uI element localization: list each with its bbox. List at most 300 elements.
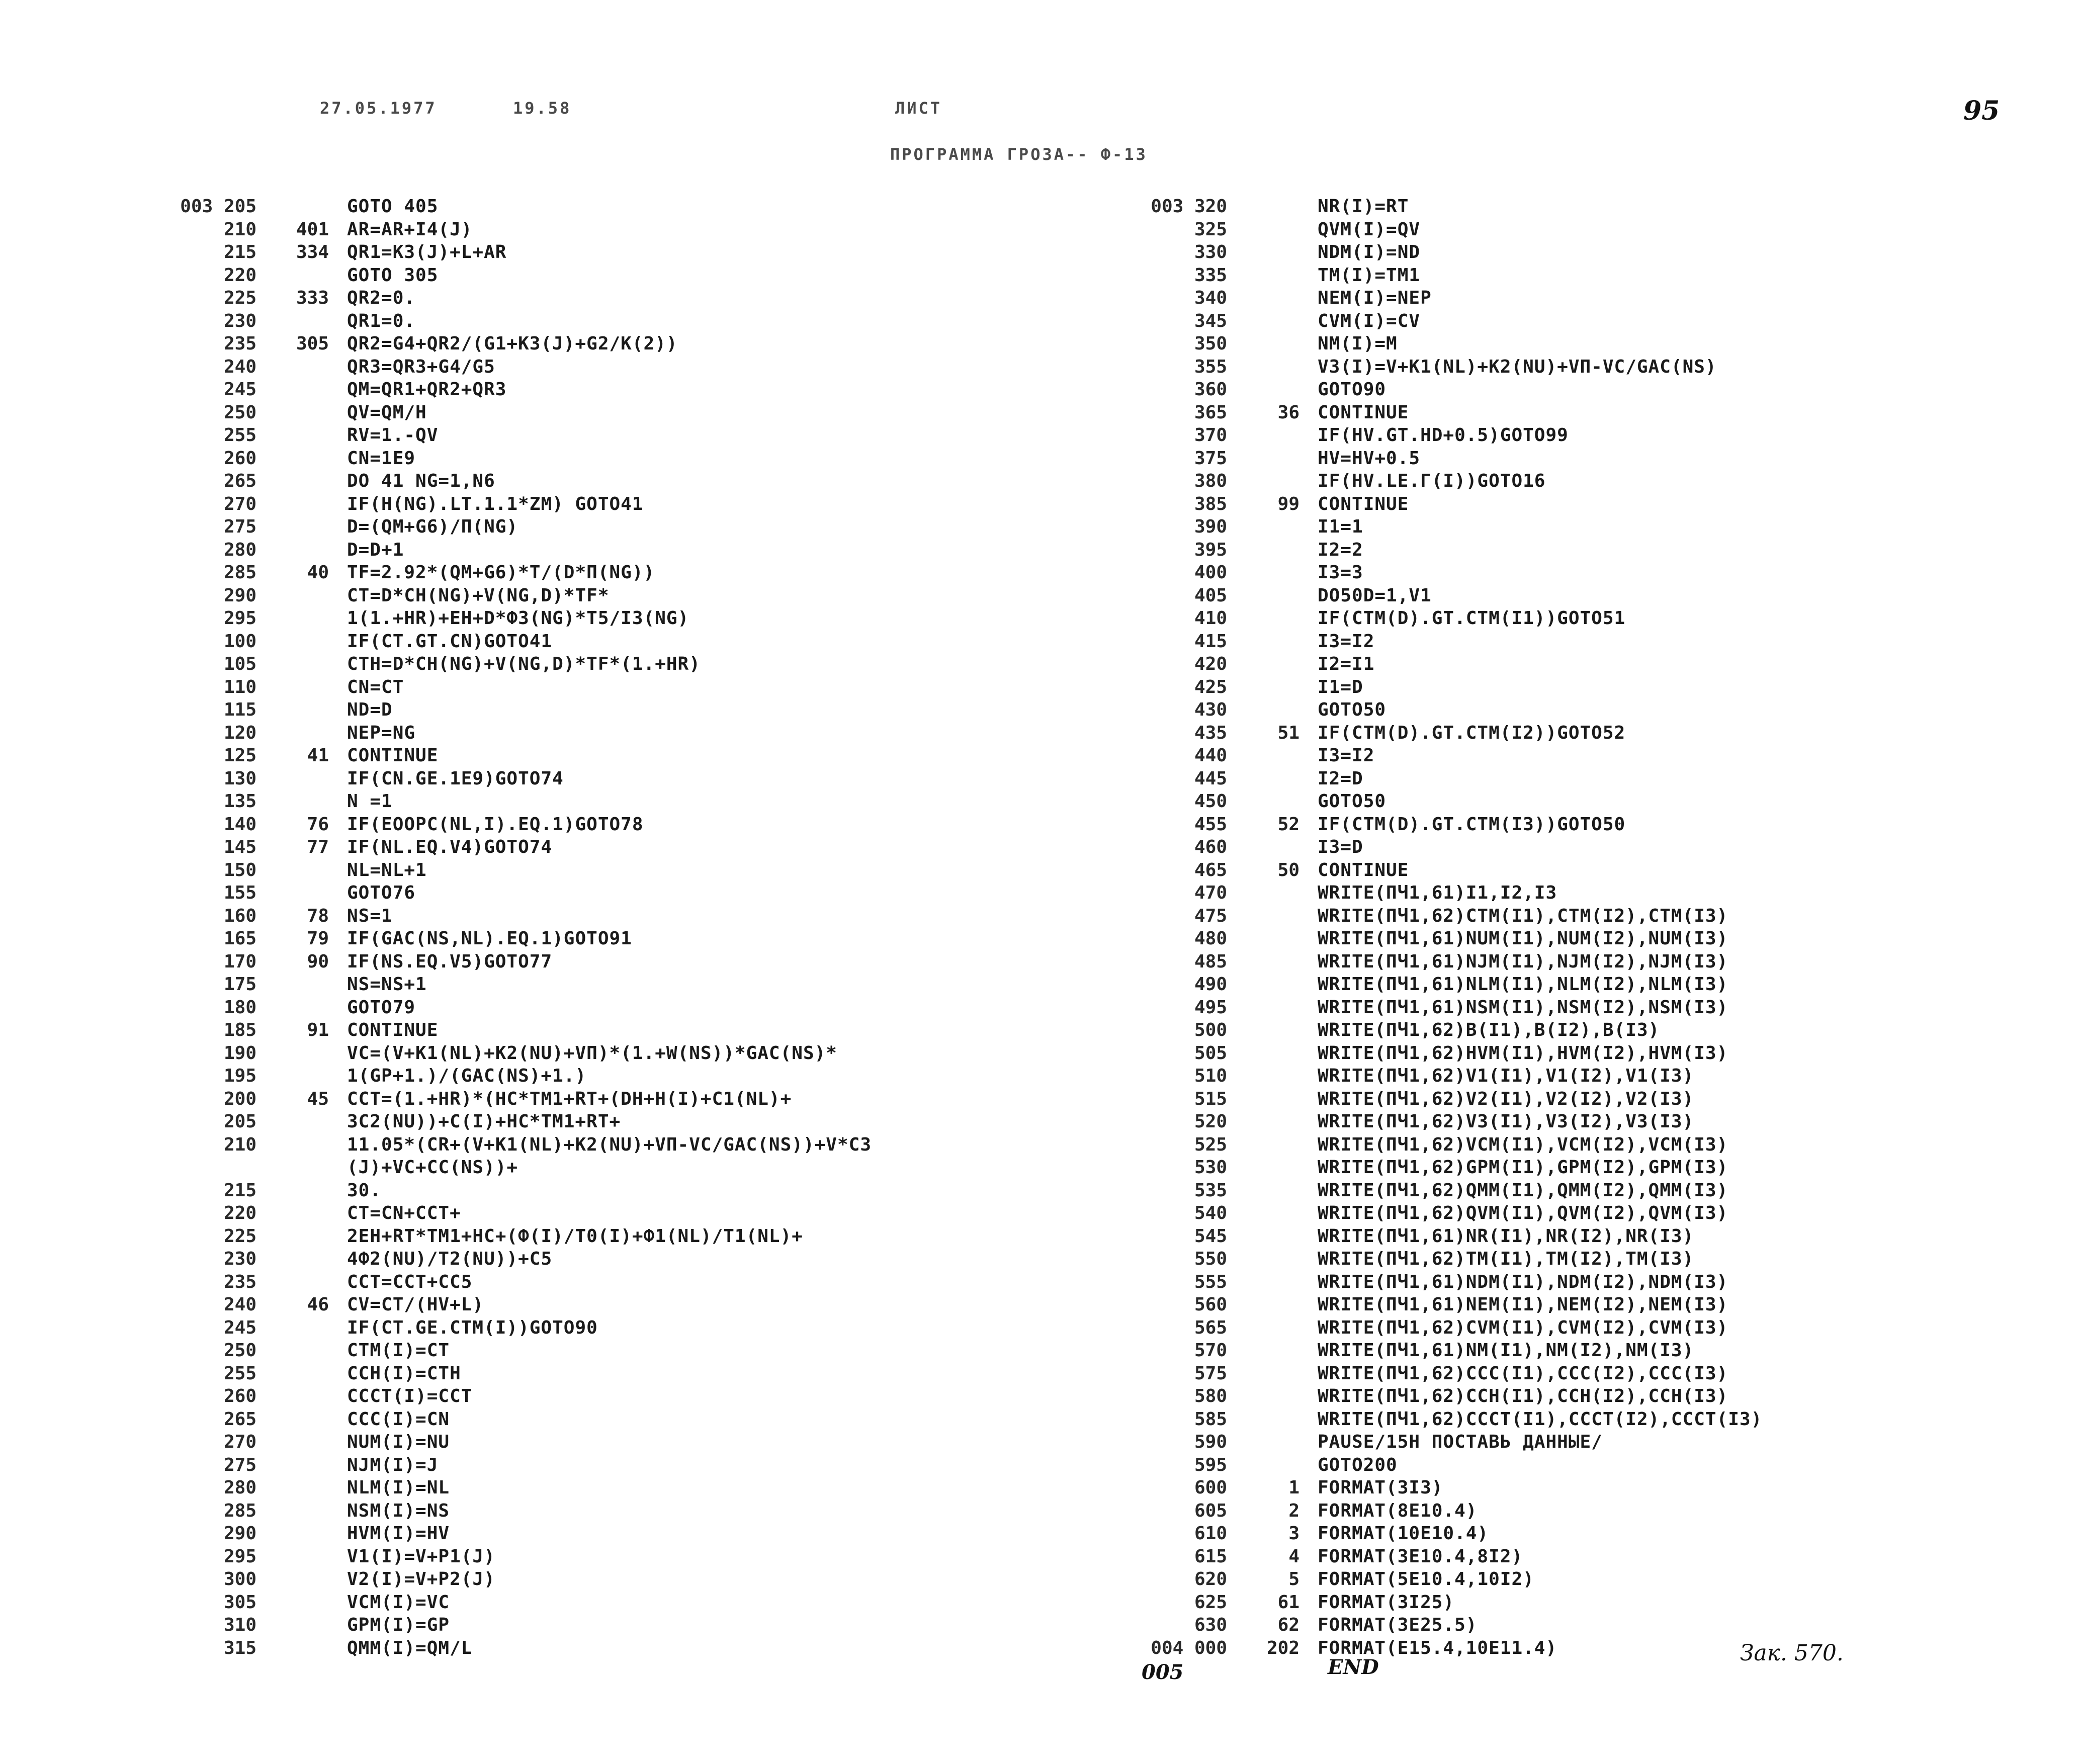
code-statement: WRITE(ПЧ1,62)V1(I1),V1(I2),V1(I3) [1318, 1066, 1694, 1086]
print-date: 27.05.1977 [320, 99, 437, 118]
line-number: 245 [223, 1317, 256, 1338]
statement-label: 76 [307, 814, 329, 835]
code-statement: 4Ф2(NU)/T2(NU))+C5 [347, 1249, 553, 1269]
line-number: 620 [1194, 1569, 1227, 1590]
line-number: 145 [223, 837, 256, 857]
code-statement: IF(HV.LE.Г(I))GOTO16 [1318, 471, 1546, 491]
line-number: 290 [223, 1523, 256, 1544]
line-number: 290 [223, 585, 256, 606]
code-statement: CTH=D*CH(NG)+V(NG,D)*TF*(1.+HR) [347, 654, 701, 674]
code-statement: WRITE(ПЧ1,62)B(I1),B(I2),B(I3) [1318, 1020, 1660, 1040]
order-stamp: Зак. 570. [1740, 1640, 1844, 1666]
code-statement: WRITE(ПЧ1,62)HVM(I1),HVM(I2),HVM(I3) [1318, 1043, 1728, 1064]
code-statement: 11.05*(CR+(V+K1(NL)+K2(NU)+VП-VC/GAC(NS))+V*C3 [347, 1134, 872, 1155]
statement-label [1243, 241, 1300, 264]
statement-label: 79 [307, 928, 329, 949]
code-statement: QV=QM/H [347, 402, 427, 423]
code-statement: CCCT(I)=CCT [347, 1386, 473, 1406]
line-number: 540 [1194, 1203, 1227, 1223]
line-number: 215 [223, 242, 256, 262]
statement-label: 2 [1288, 1501, 1300, 1521]
line-number: 210 [223, 1134, 256, 1155]
handwritten-line-number: 005 [1142, 1660, 1184, 1684]
line-number: 255 [223, 425, 256, 446]
line-number: 235 [223, 333, 256, 354]
line-number: 250 [223, 1340, 256, 1361]
code-statement: I1=D [1318, 677, 1363, 697]
line-number: 460 [1194, 837, 1227, 857]
code-statement: GOTO79 [347, 997, 416, 1018]
statement-label [1243, 1293, 1300, 1316]
code-statement: HV=HV+0.5 [1318, 448, 1421, 469]
line-number: 275 [223, 1455, 256, 1475]
statement-label [1243, 356, 1300, 379]
statement-label [273, 1431, 329, 1454]
code-statement: WRITE(ПЧ1,61)NM(I1),NM(I2),NM(I3) [1318, 1340, 1694, 1361]
line-number: 220 [223, 265, 256, 286]
line-number: 330 [1194, 242, 1227, 262]
line-number: 375 [1194, 448, 1227, 469]
statement-label [273, 676, 329, 699]
code-statement: IF(CTM(D).GT.CTM(I3))GOTO50 [1318, 814, 1626, 835]
code-statement: I2=I1 [1318, 654, 1375, 674]
code-statement: IF(CN.GE.1E9)GOTO74 [347, 768, 564, 789]
code-statement: VCM(I)=VC [347, 1592, 450, 1613]
code-statement: NSM(I)=NS [347, 1501, 450, 1521]
line-number: 003 205 [180, 196, 256, 217]
line-number: 410 [1194, 608, 1227, 629]
code-statement: I3=I2 [1318, 745, 1375, 766]
line-number: 565 [1194, 1317, 1227, 1338]
statement-label [273, 1385, 329, 1408]
code-statement: IF(NS.EQ.V5)GOTO77 [347, 951, 553, 972]
line-number: 245 [223, 379, 256, 400]
code-statement: I3=3 [1318, 562, 1363, 583]
line-number [156, 1156, 256, 1179]
line-number: 260 [223, 1386, 256, 1406]
line-number: 490 [1194, 974, 1227, 995]
statement-label: 62 [1277, 1615, 1300, 1635]
line-number: 370 [1194, 425, 1227, 446]
statement-label [273, 1408, 329, 1431]
code-statement: CCC(I)=CN [347, 1409, 450, 1430]
statement-label [273, 493, 329, 516]
statement-label [273, 973, 329, 996]
code-statement: N =1 [347, 791, 393, 812]
code-statement: GPM(I)=GP [347, 1615, 450, 1635]
statement-label [273, 1339, 329, 1362]
statement-label: 61 [1277, 1592, 1300, 1613]
code-statement: 2EH+RT*TM1+HC+(Ф(I)/T0(I)+Ф1(NL)/T1(NL)+ [347, 1226, 803, 1247]
statement-label [1243, 1042, 1300, 1065]
code-statement: FORMAT(10E10.4) [1318, 1523, 1489, 1544]
line-number: 305 [223, 1592, 256, 1613]
line-number: 240 [223, 1294, 256, 1315]
code-statement: IF(GAC(NS,NL).EQ.1)GOTO91 [347, 928, 632, 949]
line-number: 360 [1194, 379, 1227, 400]
code-statement: CT=CN+CCT+ [347, 1203, 461, 1223]
statement-label [1243, 470, 1300, 493]
statement-label [273, 310, 329, 333]
statement-label [1243, 1431, 1300, 1454]
line-number: 560 [1194, 1294, 1227, 1315]
line-number: 200 [223, 1089, 256, 1109]
line-number: 430 [1194, 699, 1227, 720]
statement-label [1243, 1454, 1300, 1477]
statement-label [273, 1362, 329, 1385]
code-statement: PAUSE/15H ПОСТАВЬ ДАННЫЕ/ [1318, 1432, 1603, 1452]
statement-label [1243, 378, 1300, 401]
statement-label [273, 378, 329, 401]
statement-label [273, 698, 329, 722]
line-number: 225 [223, 288, 256, 308]
statement-label: 50 [1277, 860, 1300, 880]
code-statement: WRITE(ПЧ1,62)CCCT(I1),CCCT(I2),CCCT(I3) [1318, 1409, 1763, 1430]
line-number: 605 [1194, 1501, 1227, 1521]
line-number: 155 [223, 883, 256, 903]
statement-label [1243, 1271, 1300, 1294]
code-statement: D=D+1 [347, 540, 404, 560]
line-number: 285 [223, 562, 256, 583]
line-number: 390 [1194, 516, 1227, 537]
line-number: 520 [1194, 1111, 1227, 1132]
statement-label [273, 584, 329, 607]
code-statement: CONTINUE [1318, 860, 1409, 880]
statement-label [1243, 447, 1300, 470]
statement-label [273, 1476, 329, 1500]
statement-label [273, 767, 329, 790]
code-statement: WRITE(ПЧ1,61)NUM(I1),NUM(I2),NUM(I3) [1318, 928, 1728, 949]
line-number: 575 [1194, 1363, 1227, 1384]
line-number: 230 [223, 1249, 256, 1269]
line-number: 265 [223, 1409, 256, 1430]
line-number: 445 [1194, 768, 1227, 789]
line-number: 500 [1194, 1020, 1227, 1040]
statement-label: 51 [1277, 723, 1300, 743]
statement-label [273, 1271, 329, 1294]
line-number: 435 [1194, 723, 1227, 743]
line-number: 100 [223, 631, 256, 652]
code-statement: RV=1.-QV [347, 425, 439, 446]
statement-label [273, 1545, 329, 1568]
code-statement: WRITE(ПЧ1,62)CCC(I1),CCC(I2),CCC(I3) [1318, 1363, 1728, 1384]
code-statement: FORMAT(3E10.4,8I2) [1318, 1546, 1523, 1567]
statement-label [273, 515, 329, 539]
code-statement: WRITE(ПЧ1,61)NEM(I1),NEM(I2),NEM(I3) [1318, 1294, 1728, 1315]
line-number: 270 [223, 1432, 256, 1452]
line-number: 350 [1194, 333, 1227, 354]
page-number: 95 [1963, 96, 2000, 126]
line-number: 495 [1194, 997, 1227, 1018]
code-statement: IF(CT.GT.CN)GOTO41 [347, 631, 553, 652]
line-number: 610 [1194, 1523, 1227, 1544]
statement-label [1243, 1133, 1300, 1157]
line-number: 335 [1194, 265, 1227, 286]
code-statement: NS=1 [347, 906, 393, 926]
line-number: 470 [1194, 883, 1227, 903]
code-statement: WRITE(ПЧ1,62)QVM(I1),QVM(I2),QVM(I3) [1318, 1203, 1728, 1223]
statement-label [273, 470, 329, 493]
statement-label [1243, 607, 1300, 630]
code-statement: CTM(I)=CT [347, 1340, 450, 1361]
line-number: 475 [1194, 906, 1227, 926]
code-statement: FORMAT(5E10.4,10I2) [1318, 1569, 1534, 1590]
code-statement: FORMAT(8E10.4) [1318, 1501, 1478, 1521]
line-number: 120 [223, 723, 256, 743]
code-statement: CV=CT/(HV+L) [347, 1294, 484, 1315]
code-statement: NJM(I)=J [347, 1455, 439, 1475]
statement-label [273, 630, 329, 653]
statement-label: 99 [1277, 494, 1300, 514]
statement-label: 5 [1288, 1569, 1300, 1590]
code-statement: WRITE(ПЧ1,62)CTM(I1),CTM(I2),CTM(I3) [1318, 906, 1728, 926]
statement-label [1243, 1156, 1300, 1179]
code-statement: GOTO 305 [347, 265, 439, 286]
line-number: 165 [223, 928, 256, 949]
line-number: 600 [1194, 1477, 1227, 1498]
statement-label: 334 [296, 242, 329, 262]
statement-label [1243, 1019, 1300, 1042]
line-number: 550 [1194, 1249, 1227, 1269]
line-number: 170 [223, 951, 256, 972]
code-statement: NDM(I)=ND [1318, 242, 1421, 262]
code-statement: NUM(I)=NU [347, 1432, 450, 1452]
line-number: 125 [223, 745, 256, 766]
line-number: 400 [1194, 562, 1227, 583]
statement-label [1243, 836, 1300, 859]
code-statement: FORMAT(3I3) [1318, 1477, 1443, 1498]
statement-label [1243, 1339, 1300, 1362]
code-statement: WRITE(ПЧ1,61)I1,I2,I3 [1318, 883, 1557, 903]
line-number: 175 [223, 974, 256, 995]
code-statement: QR1=0. [347, 311, 416, 331]
statement-label [1243, 195, 1300, 218]
statement-label [1243, 950, 1300, 974]
line-number: 190 [223, 1043, 256, 1064]
code-statement: CCT=CCT+CC5 [347, 1272, 473, 1292]
code-statement: CN=1E9 [347, 448, 416, 469]
line-number: 265 [223, 471, 256, 491]
statement-label [1243, 1179, 1300, 1202]
code-statement: CT=D*CH(NG)+V(NG,D)*TF* [347, 585, 610, 606]
statement-label [1243, 332, 1300, 356]
line-number: 545 [1194, 1226, 1227, 1247]
statement-label [273, 1316, 329, 1340]
code-statement: GOTO50 [1318, 791, 1387, 812]
statement-label: 401 [296, 219, 329, 240]
code-statement: TM(I)=TM1 [1318, 265, 1421, 286]
statement-label [1243, 1225, 1300, 1248]
code-statement: IF(CTM(D).GT.CTM(I1))GOTO51 [1318, 608, 1626, 629]
line-number: 405 [1194, 585, 1227, 606]
statement-label [1243, 630, 1300, 653]
statement-label [273, 1156, 329, 1179]
statement-label [273, 653, 329, 676]
code-statement: FORMAT(E15.4,10E11.4) [1318, 1638, 1557, 1658]
code-statement: AR=AR+I4(J) [347, 219, 473, 240]
statement-label: 52 [1277, 814, 1300, 835]
code-statement: WRITE(ПЧ1,62)GPM(I1),GPM(I2),GPM(I3) [1318, 1157, 1728, 1178]
statement-label [1243, 310, 1300, 333]
statement-label [1243, 744, 1300, 767]
line-number: 555 [1194, 1272, 1227, 1292]
statement-label [1243, 881, 1300, 905]
code-statement: 3C2(NU))+C(I)+HC*TM1+RT+ [347, 1111, 621, 1132]
code-statement: QR2=0. [347, 288, 416, 308]
statement-label: 305 [296, 333, 329, 354]
code-statement: NR(I)=RT [1318, 196, 1409, 217]
statement-label [273, 881, 329, 905]
code-statement: IF(CTM(D).GT.CTM(I2))GOTO52 [1318, 723, 1626, 743]
statement-label [1243, 1316, 1300, 1340]
code-statement: WRITE(ПЧ1,62)QMM(I1),QMM(I2),QMM(I3) [1318, 1180, 1728, 1201]
statement-label [273, 447, 329, 470]
code-statement: WRITE(ПЧ1,62)V2(I1),V2(I2),V2(I3) [1318, 1089, 1694, 1109]
line-number: 395 [1194, 540, 1227, 560]
line-number: 310 [223, 1615, 256, 1635]
line-number: 420 [1194, 654, 1227, 674]
statement-label [1243, 218, 1300, 241]
statement-label [1243, 676, 1300, 699]
code-statement: IF(HV.GT.HD+0.5)GOTO99 [1318, 425, 1569, 446]
code-statement: QR2=G4+QR2/(G1+K3(J)+G2/K(2)) [347, 333, 678, 354]
statement-label: 1 [1288, 1477, 1300, 1498]
code-statement: I3=D [1318, 837, 1363, 857]
statement-label: 78 [307, 906, 329, 926]
line-number: 345 [1194, 311, 1227, 331]
statement-label [1243, 927, 1300, 950]
code-statement: D=(QM+G6)/П(NG) [347, 516, 518, 537]
code-statement: WRITE(ПЧ1,62)TM(I1),TM(I2),TM(I3) [1318, 1249, 1694, 1269]
code-statement: DO 41 NG=1,N6 [347, 471, 495, 491]
statement-label [273, 1042, 329, 1065]
code-statement: IF(H(NG).LT.1.1*ZM) GOTO41 [347, 494, 644, 514]
line-number: 480 [1194, 928, 1227, 949]
print-time: 19.58 [513, 99, 572, 118]
code-statement: CN=CT [347, 677, 404, 697]
statement-label [1243, 1202, 1300, 1225]
code-statement: HVM(I)=HV [347, 1523, 450, 1544]
line-number: 210 [223, 219, 256, 240]
line-number: 630 [1194, 1615, 1227, 1635]
line-number: 570 [1194, 1340, 1227, 1361]
line-number: 135 [223, 791, 256, 812]
statement-label [1243, 1362, 1300, 1385]
statement-label [273, 195, 329, 218]
line-number: 004 000 [1151, 1638, 1227, 1658]
handwritten-end-marker: END [1328, 1655, 1379, 1679]
statement-label [1243, 653, 1300, 676]
line-number: 465 [1194, 860, 1227, 880]
line-number: 535 [1194, 1180, 1227, 1201]
statement-label [273, 1522, 329, 1545]
line-number: 195 [223, 1066, 256, 1086]
code-statement: FORMAT(3I25) [1318, 1592, 1455, 1613]
line-number: 003 320 [1151, 196, 1227, 217]
statement-label [1243, 1385, 1300, 1408]
statement-label [1243, 1065, 1300, 1088]
line-number: 515 [1194, 1089, 1227, 1109]
code-statement: CONTINUE [347, 745, 439, 766]
line-number: 275 [223, 516, 256, 537]
statement-label [1243, 539, 1300, 562]
statement-label [273, 1133, 329, 1157]
code-statement: QVM(I)=QV [1318, 219, 1421, 240]
code-statement: I2=D [1318, 768, 1363, 789]
line-number: 615 [1194, 1546, 1227, 1567]
statement-label [1243, 287, 1300, 310]
line-number: 525 [1194, 1134, 1227, 1155]
line-number: 585 [1194, 1409, 1227, 1430]
statement-label [1243, 973, 1300, 996]
statement-label: 40 [307, 562, 329, 583]
statement-label [273, 356, 329, 379]
statement-label [273, 1110, 329, 1133]
code-statement: CONTINUE [1318, 402, 1409, 423]
statement-label: 4 [1288, 1546, 1300, 1567]
code-statement: NEM(I)=NEP [1318, 288, 1432, 308]
code-statement: WRITE(ПЧ1,61)NLM(I1),NLM(I2),NLM(I3) [1318, 974, 1728, 995]
line-number: 240 [223, 357, 256, 377]
line-number: 140 [223, 814, 256, 835]
code-statement: NS=NS+1 [347, 974, 427, 995]
code-statement: CCT=(1.+HR)*(HC*TM1+RT+(DH+H(I)+C1(NL)+ [347, 1089, 792, 1109]
line-number: 295 [223, 608, 256, 629]
code-statement: QM=QR1+QR2+QR3 [347, 379, 507, 400]
code-statement: V2(I)=V+P2(J) [347, 1569, 495, 1590]
code-statement: FORMAT(3E25.5) [1318, 1615, 1478, 1635]
code-statement: QR3=QR3+G4/G5 [347, 357, 495, 377]
line-number: 485 [1194, 951, 1227, 972]
code-statement: I1=1 [1318, 516, 1363, 537]
code-statement: GOTO90 [1318, 379, 1387, 400]
code-statement: V1(I)=V+P1(J) [347, 1546, 495, 1567]
code-statement: 1(GP+1.)/(GAC(NS)+1.) [347, 1066, 587, 1086]
statement-label [273, 539, 329, 562]
code-statement: V3(I)=V+K1(NL)+K2(NU)+VП-VC/GAC(NS) [1318, 357, 1717, 377]
code-statement: DO50D=1,V1 [1318, 585, 1432, 606]
line-number: 340 [1194, 288, 1227, 308]
statement-label [273, 1614, 329, 1637]
statement-label [1243, 584, 1300, 607]
statement-label [273, 1248, 329, 1271]
line-number: 510 [1194, 1066, 1227, 1086]
line-number: 110 [223, 677, 256, 697]
code-statement: WRITE(ПЧ1,61)NJM(I1),NJM(I2),NJM(I3) [1318, 951, 1728, 972]
statement-label [1243, 424, 1300, 447]
statement-label [273, 1225, 329, 1248]
line-number: 285 [223, 1501, 256, 1521]
code-statement: GOTO 405 [347, 196, 439, 217]
code-statement: WRITE(ПЧ1,61)NDM(I1),NDM(I2),NDM(I3) [1318, 1272, 1728, 1292]
line-number: 255 [223, 1363, 256, 1384]
code-statement: CONTINUE [1318, 494, 1409, 514]
code-statement: CONTINUE [347, 1020, 439, 1040]
statement-label [273, 859, 329, 882]
code-statement: VC=(V+K1(NL)+K2(NU)+VП)*(1.+W(NS))*GAC(NS)* [347, 1043, 837, 1064]
code-statement: WRITE(ПЧ1,61)NSM(I1),NSM(I2),NSM(I3) [1318, 997, 1728, 1018]
code-statement: IF(CT.GE.CTM(I))GOTO90 [347, 1317, 598, 1338]
right-listing-column [1127, 195, 2062, 1658]
line-number: 220 [223, 1203, 256, 1223]
line-number: 450 [1194, 791, 1227, 812]
statement-label [273, 1591, 329, 1614]
statement-label [1243, 561, 1300, 584]
program-title: ПРОГРАММА ГРОЗА-- Ф-13 [890, 145, 1148, 164]
statement-label [1243, 790, 1300, 813]
line-number: 270 [223, 494, 256, 514]
line-number: 280 [223, 1477, 256, 1498]
